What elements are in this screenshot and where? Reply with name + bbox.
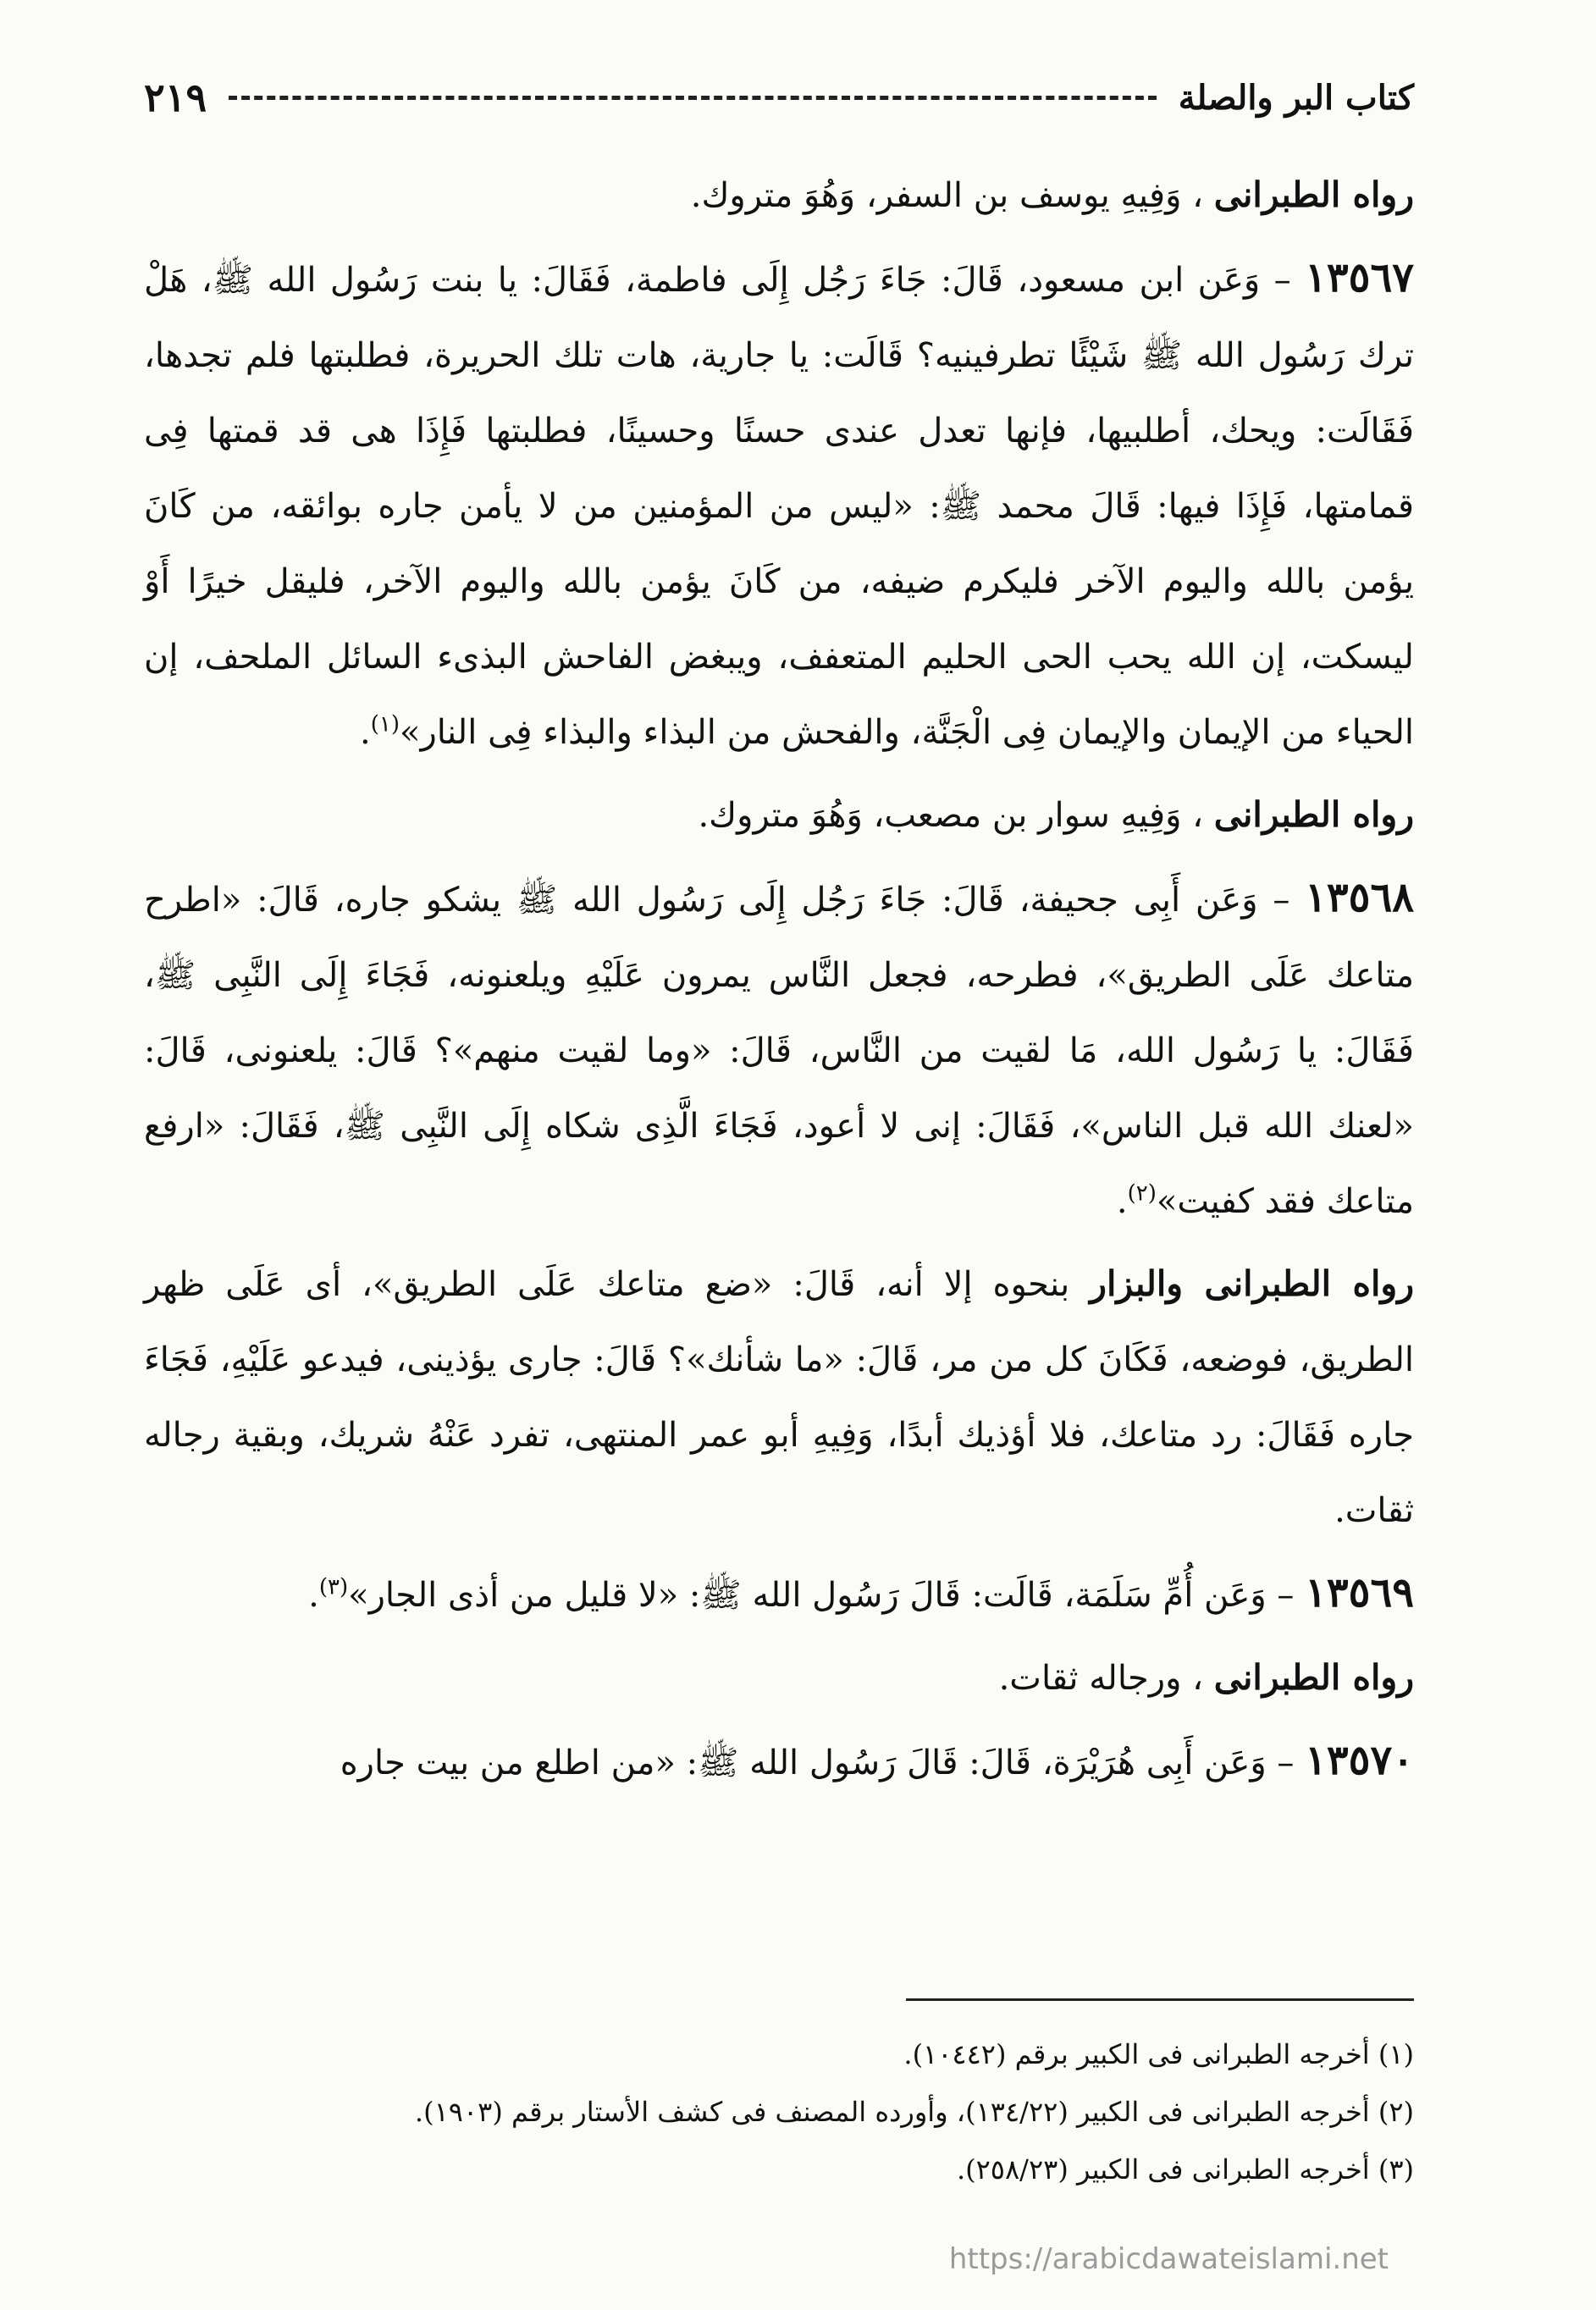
footnote-ref: (٣) [318, 1574, 349, 1600]
hadith-paragraph [144, 240, 1414, 771]
hadith-paragraph [144, 1723, 1414, 1801]
paragraph-text: – وَعَن ابن مسعود، قَالَ: جَاءَ رَجُل إِلَى فاطمة، فَقَالَ: يا بنت رَسُول الله ﷺ، هَلْ ترك رَسُول الله ﷺ شَيْئًا تطرفينيه؟ قَالَت: يا جارية، هات تلك الحريرة، فطلبتها فلم تجدها، فَقَالَت: ويحك، أطلبيها، فإنها تعدل عندى حسنًا وحسينًا، فطلبتها فَإِذَا هى قد قمتها فِى قمامتها، فَإِذَا فيها: قَالَ محمد ﷺ: «ليس من المؤمنين من لا يأمن جاره بوائقه، من كَانَ يؤمن بالله واليوم الآخر فليكرم ضيفه، من كَانَ يؤمن بالله واليوم الآخر، فليقل خيرًا أَوْ ليسكت، إن الله يحب الحى الحليم المتعفف، ويبغض الفاحش البذىء السائل الملحف، إن الحياء من الإيمان والإيمان فِى الْجَنَّة، والفحش من البذاء والبذاء فِى النار» [144, 261, 1414, 752]
source-paragraph [144, 1246, 1414, 1549]
source-paragraph [144, 1640, 1414, 1716]
hadith-number: ١٣٥٧٠ [1305, 1737, 1414, 1784]
source-paragraph [144, 777, 1414, 854]
source-paragraph [144, 158, 1414, 234]
footnote-2: (٢) أخرجه الطبرانى فى الكبير (١٣٤/٢٢)، وأورده المصنف فى كشف الأستار برقم (١٩٠٣). [414, 2096, 1414, 2128]
footnote-1: (١) أخرجه الطبرانى فى الكبير برقم (١٠٤٤٢). [903, 2038, 1414, 2070]
source-label: رواه الطبرانى [1213, 1657, 1414, 1698]
paragraph-end: . [360, 713, 371, 752]
source-label: رواه الطبرانى [1213, 174, 1414, 215]
footnotes [144, 2025, 1414, 2198]
paragraph-text: ، وَفِيهِ يوسف بن السفر، وَهُوَ متروك. [690, 176, 1204, 215]
page-body [144, 158, 1414, 1801]
hadith-number: ١٣٥٦٧ [1305, 254, 1414, 301]
hadith-paragraph [144, 860, 1414, 1240]
paragraph-text: بنحوه إلا أنه، قَالَ: «ضع متاعك عَلَى الطريق»، أى عَلَى ظهر الطريق، فوضعه، فَكَانَ كل من مر، قَالَ: «ما شأنك»؟ قَالَ: جارى يؤذينى، فيدعو عَلَيْهِ، فَجَاءَ جاره فَقَالَ: رد متاعك، فلا أؤذيك أبدًا، وَفِيهِ أبو عمر المنتهى، تفرد عَنْهُ شريك، وبقية رجاله ثقات. [144, 1265, 1414, 1530]
watermark-url: https://arabicdawateislami.net [948, 2242, 1389, 2276]
book-title: كتاب البر والصلة [1178, 77, 1414, 118]
page-header [144, 59, 1414, 135]
paragraph-end: . [308, 1576, 319, 1615]
paragraph-text: – وَعَن أَبِى جحيفة، قَالَ: جَاءَ رَجُل إِلَى رَسُول الله ﷺ يشكو جاره، قَالَ: «اطرح متاعك عَلَى الطريق»، فطرحه، فجعل النَّاس يمرون عَلَيْهِ ويلعنونه، فَجَاءَ إِلَى النَّبِى ﷺ، فَقَالَ: يا رَسُول الله، مَا لقيت من النَّاس، قَالَ: «وما لقيت منهم»؟ قَالَ: يلعنونى، قَالَ: «لعنك الله قبل الناس»، فَقَالَ: إنى لا أعود، فَجَاءَ الَّذِى شكاه إِلَى النَّبِى ﷺ، فَقَالَ: «ارفع متاعك فقد كفيت» [144, 881, 1414, 1221]
footnote-ref: (١) [370, 711, 400, 738]
footnote-separator [906, 1998, 1414, 2001]
source-label: رواه الطبرانى [1213, 794, 1414, 835]
paragraph-end: . [1116, 1182, 1128, 1221]
hadith-number: ١٣٥٦٨ [1305, 874, 1414, 921]
paragraph-text: – وَعَن أُمِّ سَلَمَة، قَالَت: قَالَ رَسُول الله ﷺ: «لا قليل من أذى الجار» [348, 1576, 1295, 1615]
paragraph-text: – وَعَن أَبِى هُرَيْرَة، قَالَ: قَالَ رَسُول الله ﷺ: «من اطلع من بيت جاره [340, 1744, 1295, 1782]
page-number: ٢١٩ [144, 75, 207, 120]
footnote-3: (٣) أخرجه الطبرانى فى الكبير (٢٥٨/٢٣). [956, 2153, 1414, 2186]
hadith-number: ١٣٥٦٩ [1305, 1569, 1414, 1616]
header-dash-line [229, 96, 1157, 100]
paragraph-text: ، وَفِيهِ سوار بن مصعب، وَهُوَ متروك. [698, 796, 1204, 835]
paragraph-text: ، ورجاله ثقات. [998, 1659, 1204, 1698]
footnote-ref: (٢) [1127, 1180, 1157, 1207]
source-label: رواه الطبرانى والبزار [1090, 1263, 1414, 1304]
book-page [144, 59, 1414, 2227]
hadith-paragraph [144, 1556, 1414, 1633]
